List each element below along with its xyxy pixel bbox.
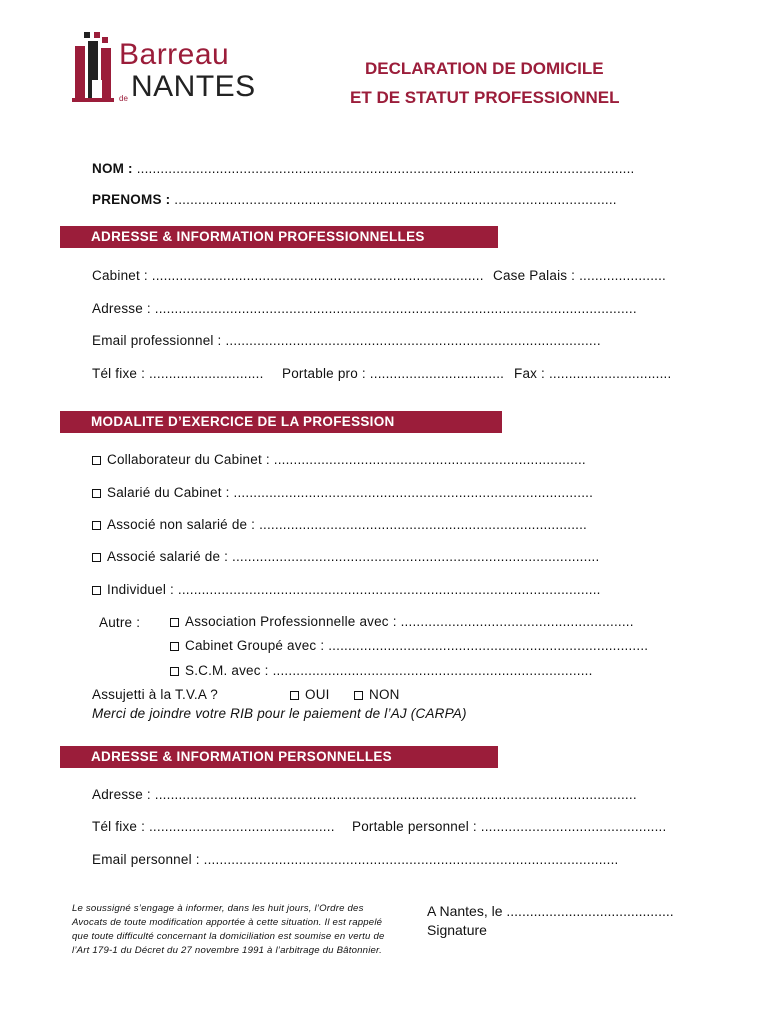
option-associe-salarie-label: Associé salarié de : ............................................................................................. [107, 549, 600, 564]
fax-field[interactable]: Fax : ............................... [514, 366, 672, 381]
portable-perso-field[interactable]: Portable personnel : ............................................... [352, 819, 667, 834]
checkbox-icon[interactable] [92, 521, 101, 530]
checkbox-icon[interactable] [170, 642, 179, 651]
option-associe-non-salarie-label: Associé non salarié de : ................................................................................... [107, 517, 587, 532]
checkbox-icon[interactable] [92, 553, 101, 562]
tva-question: Assujetti à la T.V.A ? [92, 687, 218, 702]
nom-label: NOM : [92, 161, 133, 176]
adresse-perso-field[interactable]: Adresse : .......................................................................................................................... [92, 787, 637, 802]
option-associe-non-salarie[interactable] [92, 517, 587, 532]
email-perso-field[interactable]: Email personnel : ......................................................................................................... [92, 852, 619, 867]
tva-oui-option[interactable] [290, 687, 330, 702]
logo-wordmark-nantes: NANTES [131, 70, 256, 103]
cabinet-field[interactable]: Cabinet : .................................................................................... [92, 268, 484, 283]
nom-field[interactable] [92, 161, 635, 176]
page-title-line2: ET DE STATUT PROFESSIONNEL [350, 88, 620, 107]
case-palais-field[interactable]: Case Palais : ...................... [493, 268, 667, 283]
page-title-line1: DECLARATION DE DOMICILE [365, 59, 604, 78]
adresse-pro-field[interactable]: Adresse : .......................................................................................................................... [92, 301, 637, 316]
option-individuel[interactable] [92, 582, 601, 597]
prenoms-field[interactable] [92, 192, 617, 207]
section-heading-personnelles: ADRESSE & INFORMATION PERSONNELLES [60, 746, 498, 768]
checkbox-icon[interactable] [92, 586, 101, 595]
prenoms-dots: ................................................................................................................ [174, 192, 617, 207]
tva-non-option[interactable] [354, 687, 400, 702]
autre-label: Autre : [99, 615, 141, 630]
tel-fixe-pro-field[interactable]: Tél fixe : ............................. [92, 366, 264, 381]
option-scm[interactable] [170, 663, 593, 678]
checkbox-icon[interactable] [92, 456, 101, 465]
option-salarie-cabinet-label: Salarié du Cabinet : ........................................................................................... [107, 485, 594, 500]
legal-note: Le soussigné s’engage à informer, dans les huit jours, l’Ordre des Avocats de toute modification apportée à cette situation. Il est rappelé que toute difficulté concernant la domiciliation est soumise en vertu de l’Art 179-1 du Décret du 27 novembre 1991 à l’arbitrage du Bâtonnier. [72, 903, 385, 956]
prenoms-label: PRENOMS : [92, 192, 171, 207]
option-cabinet-groupe-label: Cabinet Groupé avec : ................................................................................. [185, 638, 649, 653]
email-pro-field[interactable]: Email professionnel : ............................................................................................... [92, 333, 601, 348]
option-scm-label: S.C.M. avec : ................................................................................. [185, 663, 593, 678]
checkbox-icon[interactable] [170, 667, 179, 676]
logo-wordmark-de: de [119, 94, 128, 103]
section-heading-professionnelles: ADRESSE & INFORMATION PROFESSIONNELLES [60, 226, 498, 248]
option-associe-salarie[interactable] [92, 549, 599, 564]
checkbox-icon[interactable] [290, 691, 299, 700]
rib-note: Merci de joindre votre RIB pour le paiement de l’AJ (CARPA) [92, 706, 467, 721]
option-individuel-label: Individuel : ........................................................................................................... [107, 582, 601, 597]
place-date-field[interactable]: A Nantes, le ........................................... [427, 903, 674, 919]
option-collaborateur[interactable] [92, 452, 586, 467]
portable-pro-field[interactable]: Portable pro : .................................. [282, 366, 505, 381]
logo-wordmark-barreau: Barreau [119, 38, 230, 71]
option-cabinet-groupe[interactable] [170, 638, 648, 653]
tva-non-label: NON [369, 687, 400, 702]
checkbox-icon[interactable] [170, 618, 179, 627]
option-association-professionnelle-label: Association Professionnelle avec : ........................................................... [185, 614, 634, 629]
checkbox-icon[interactable] [92, 489, 101, 498]
nom-dots: .............................................................................................................................. [136, 161, 635, 176]
checkbox-icon[interactable] [354, 691, 363, 700]
tva-oui-label: OUI [305, 687, 330, 702]
option-collaborateur-label: Collaborateur du Cabinet : ............................................................................... [107, 452, 586, 467]
tel-fixe-perso-field[interactable]: Tél fixe : ............................................... [92, 819, 335, 834]
signature-label: Signature [427, 922, 487, 938]
section-heading-modalite: MODALITE D’EXERCICE DE LA PROFESSION [60, 411, 502, 433]
option-association-professionnelle[interactable] [170, 614, 634, 629]
option-salarie-cabinet[interactable] [92, 485, 593, 500]
